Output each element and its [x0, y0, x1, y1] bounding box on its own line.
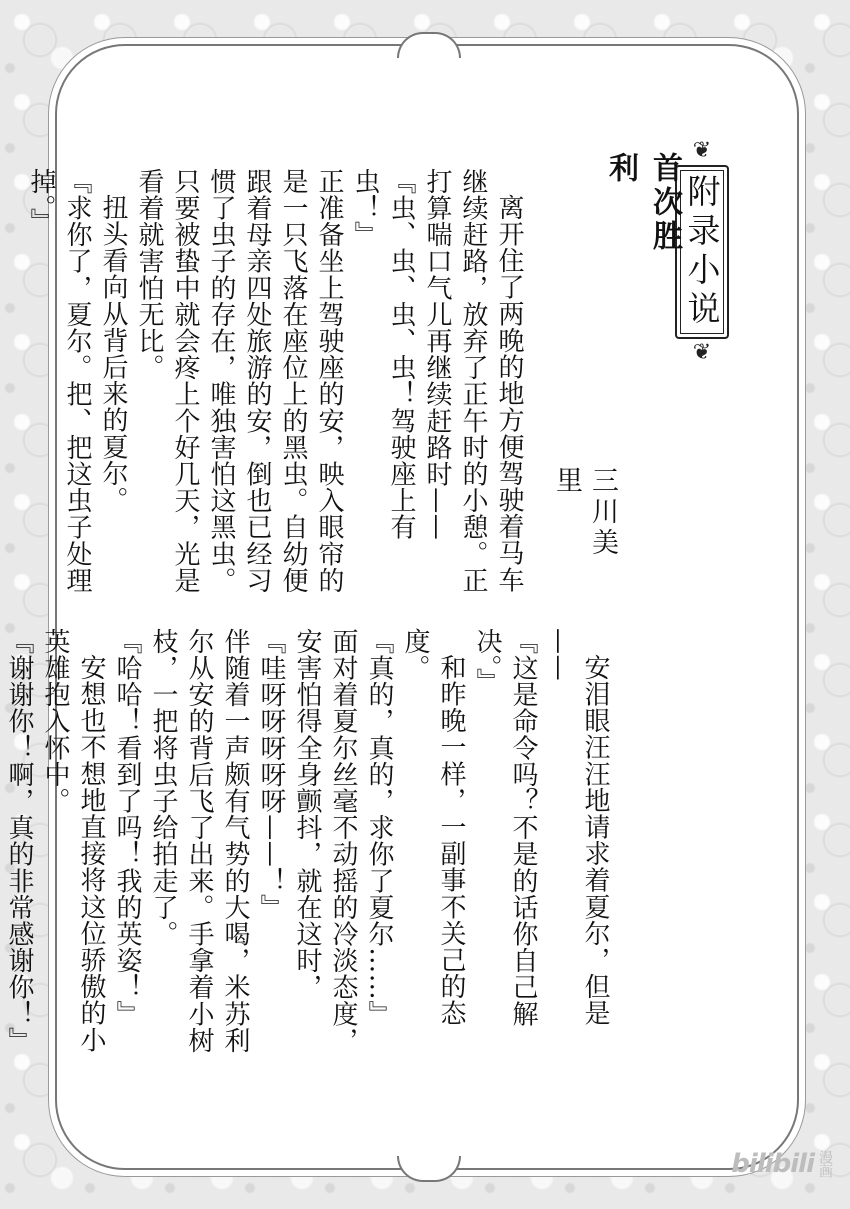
bilibili-manga-watermark	[731, 1149, 832, 1179]
frame-bottom-notch	[397, 1156, 461, 1182]
chapter-title: 首次胜利	[603, 152, 682, 254]
paragraph: 安想也不想地直接将这位骄傲的小英雄抱入怀中。	[40, 628, 106, 1053]
paragraph: 伴随着一声颇有气势的大喝，米苏利尔从安的背后飞了出来。手拿着小树枝，一把将虫子给拍走了。	[148, 628, 250, 1054]
paragraph: 『哈哈！看到了吗！我的英姿！』	[112, 628, 142, 1027]
paragraph: 『求你了，夏尔。把、把这虫子处理掉。』	[26, 168, 92, 594]
paragraph: 『虫、虫、虫、虫！驾驶座上有虫！』	[350, 168, 416, 541]
watermark-subtext: 漫画	[817, 1150, 833, 1178]
paragraph: 和昨晚一样，一副事不关己的态度。	[400, 628, 466, 1027]
paragraph: 『这是命令吗？不是的话你自己解决。』	[472, 628, 538, 1027]
ornament-top-icon: ❦	[692, 138, 712, 163]
author-name: 三川美里	[551, 466, 618, 559]
text-column-upper	[26, 168, 527, 600]
bilibili-logo-icon: bilibili	[731, 1149, 814, 1179]
paragraph: 安泪眼汪汪地请求着夏尔，但是——	[544, 628, 610, 1027]
paragraph: 『真的，真的，求你了夏尔……』	[364, 628, 394, 1027]
paragraph: 正准备坐上驾驶座的安，映入眼帘的是一只飞落在座位上的黑虫。自幼便跟着母亲四处旅游的安，倒也已经习惯了虫子的存在，唯独害怕这黑虫。只要被蛰中就会疼上个好几天，光是看着就害怕无比。	[134, 168, 344, 594]
ornament-bottom-icon: ❦	[692, 340, 712, 365]
paragraph: 『哇呀呀呀呀呀——！』	[256, 628, 286, 921]
frame-top-notch	[397, 32, 461, 58]
paragraph: 『谢谢你！啊，真的非常感谢你！』	[4, 628, 34, 1054]
paragraph: 离开住了两晚的地方便驾驶着马车继续赶路，放弃了正午时的小憩。正打算喘口气儿再继续赶路时——	[422, 168, 524, 594]
paragraph: 面对着夏尔丝毫不动摇的冷淡态度，安害怕得全身颤抖，就在这时，	[292, 628, 358, 1054]
section-label: 附录小说	[675, 165, 729, 339]
text-column-lower	[4, 628, 613, 1060]
paragraph: 扭头看向从背后来的夏尔。	[98, 194, 128, 514]
paragraph	[0, 628, 1, 1060]
